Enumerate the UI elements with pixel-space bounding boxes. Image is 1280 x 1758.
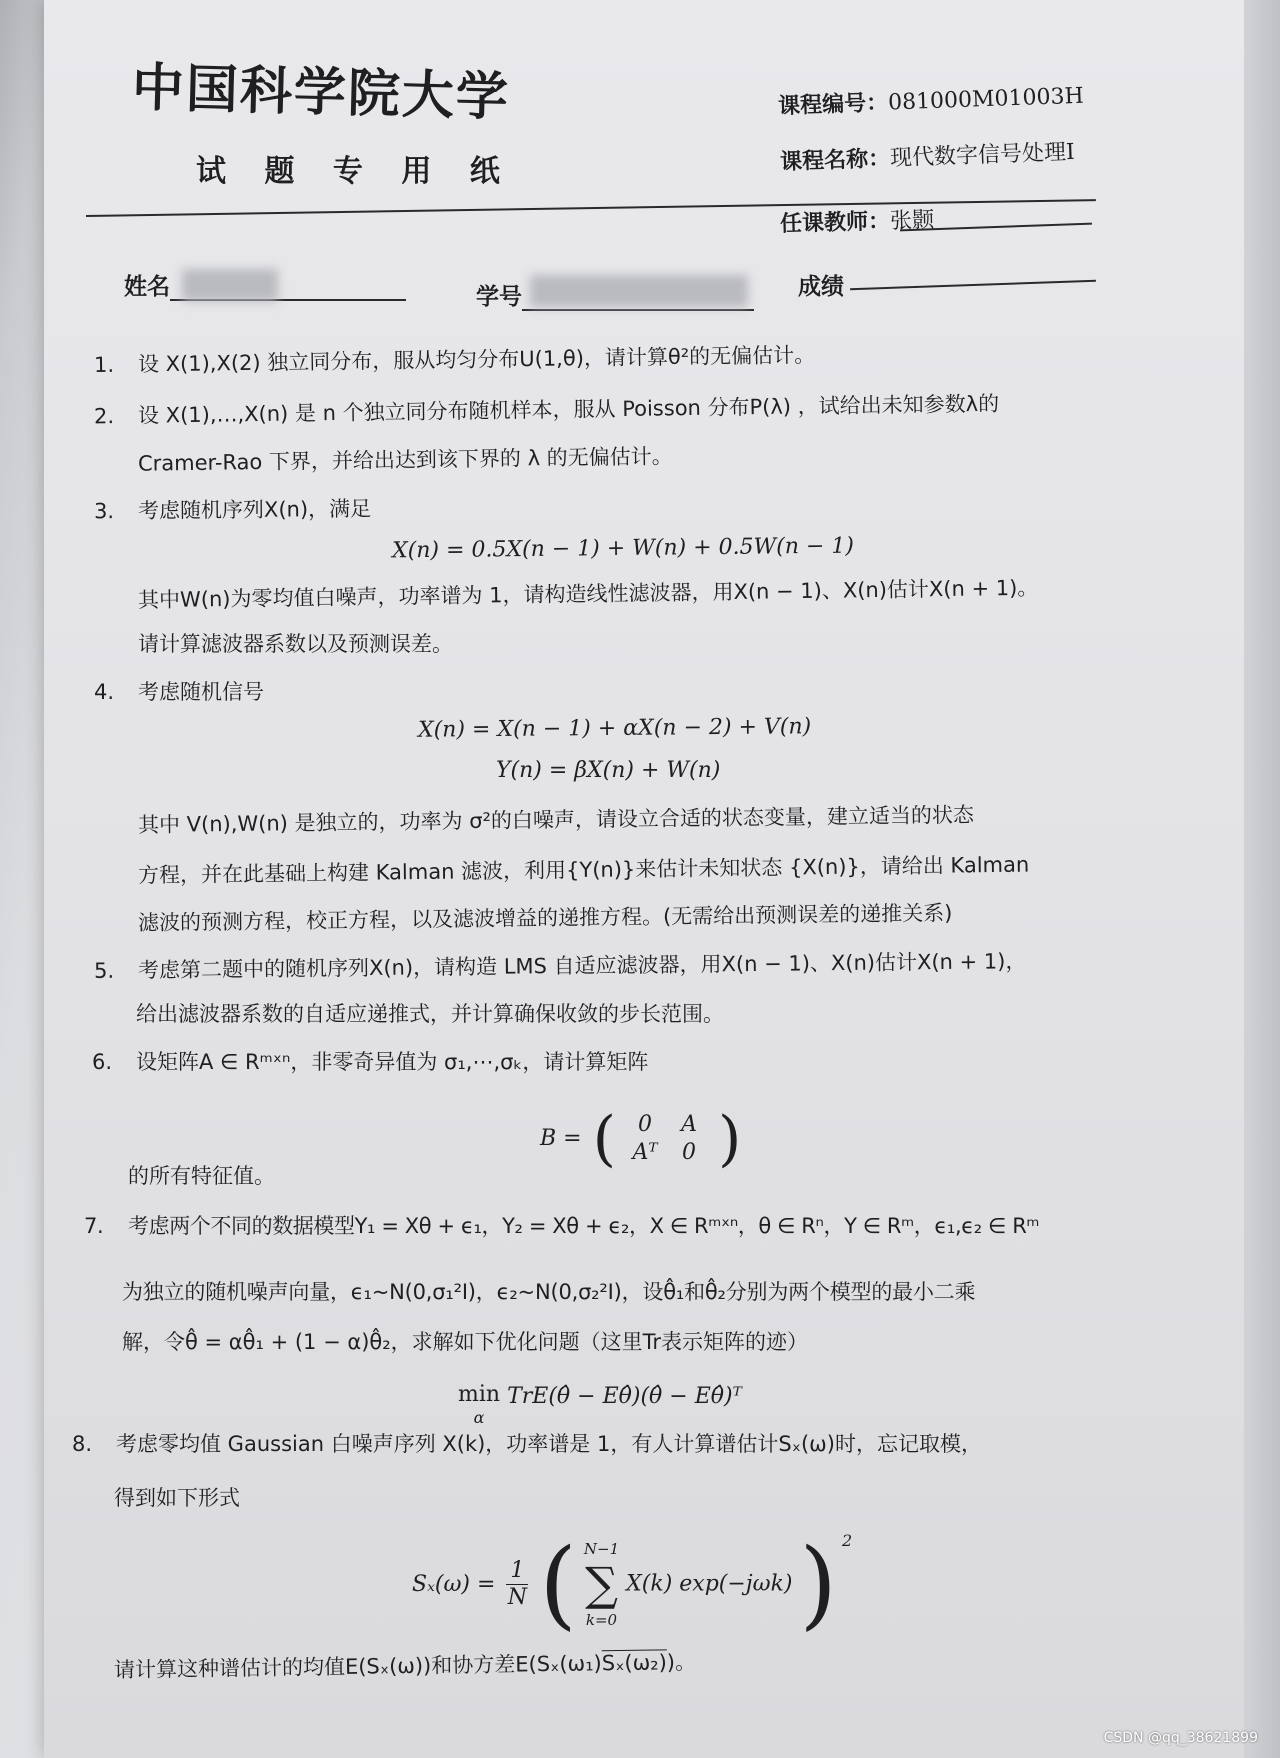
right-big-paren: ) [799, 1528, 837, 1640]
question-6-line2: 的所有特征值。 [128, 1164, 275, 1188]
question-3 [94, 495, 371, 525]
question-text: 设 X(1),…,X(n) 是 n 个独立同分布随机样本，服从 Poisson 分布P(λ) ，试给出未知参数λ的 [137, 391, 1000, 428]
matrix-cell-12: A [681, 1112, 697, 1137]
question-8-line2: 得到如下形式 [114, 1486, 240, 1510]
question-4-line2: 其中 V(n),W(n) 是独立的，功率为 σ²的白噪声，请设立合适的状态变量，建立适当的状态 [137, 802, 975, 838]
min-subscript: α [473, 1408, 485, 1427]
question-text: 设 X(1),X(2) 独立同分布，服从均匀分布U(1,θ)，请计算θ²的无偏估计。 [137, 342, 816, 377]
score-label: 成绩 [798, 274, 844, 300]
question-number: 4. [94, 680, 115, 704]
spectrum-formula [412, 1528, 854, 1658]
course-name-value: 现代数字信号处理I [889, 139, 1076, 172]
paper-edge [1244, 0, 1280, 1758]
matrix-lhs: B = [540, 1126, 582, 1151]
question-3-line3: 请计算滤波器系数以及预测误差。 [138, 632, 453, 656]
optimization-objective [458, 1384, 742, 1429]
min-operator: min [458, 1382, 501, 1407]
question-number: 2. [93, 404, 115, 429]
paper-type: 试 题 专 用 纸 [196, 154, 514, 189]
question-number: 7. [84, 1214, 104, 1238]
question-text: 考虑零均值 Gaussian 白噪声序列 X(k)，功率谱是 1，有人计算谱估计Sₓ(ω)时，忘记取模， [116, 1432, 982, 1456]
question-3-line2: 其中W(n)为零均值白噪声，功率谱为 1，请构造线性滤波器，用X(n − 1)、X(n)估计X(n + 1)。 [137, 575, 1039, 613]
question-number: 1. [93, 352, 115, 378]
question-text: 考虑随机序列X(n)，满足 [137, 496, 372, 523]
id-label: 学号 [476, 284, 522, 310]
question-text: 考虑两个不同的数据模型Y₁ = Xθ + ϵ₁，Y₂ = Xθ + ϵ₂，X ∈ Rᵐˣⁿ，θ ∈ Rⁿ，Y ∈ Rᵐ，ϵ₁,ϵ₂ ∈ Rᵐ [128, 1214, 1040, 1238]
question-number: 5. [93, 958, 115, 983]
question-text: 考虑随机信号 [138, 680, 264, 704]
id-blank [522, 287, 754, 311]
sum-lower-limit: k=0 [585, 1611, 618, 1629]
matrix-cell-11: 0 [638, 1112, 653, 1137]
equation-4a: X(n) = X(n − 1) + αX(n − 2) + V(n) [417, 714, 812, 743]
matrix-cell-22: 0 [682, 1140, 697, 1165]
school-title: 中国科学院大学 [131, 57, 511, 128]
matrix-right-paren: ) [718, 1104, 742, 1174]
fraction-numerator: 1 [510, 1557, 525, 1583]
question-4-line4: 滤波的预测方程，校正方程，以及滤波增益的递推方程。(无需给出预测误差的递推关系) [137, 901, 953, 935]
sum-upper-limit: N−1 [583, 1540, 620, 1558]
equation-4b: Y(n) = βX(n) + W(n) [496, 758, 721, 783]
name-label: 姓名 [124, 274, 170, 300]
formula-lhs: Sₓ(ω) = [412, 1571, 496, 1597]
question-7-line2: 为独立的随机噪声向量，ϵ₁~N(0,σ₁²I)，ϵ₂~N(0,σ₂²I)，设θ̂₁和θ̂₂分别为两个模型的最小二乘 [122, 1280, 976, 1304]
question-text: 设矩阵A ∈ Rᵐˣⁿ，非零奇异值为 σ₁,⋯,σₖ，请计算矩阵 [136, 1050, 649, 1074]
matrix-b [540, 1104, 741, 1174]
matrix-cell-21: Aᵀ [632, 1140, 658, 1165]
question-text-end: )。 [666, 1649, 697, 1675]
name-field [124, 268, 406, 301]
sum-symbol: ∑ [585, 1557, 618, 1611]
question-number: 6. [92, 1050, 113, 1074]
course-name-label: 课程名称： [779, 146, 891, 176]
question-7-line3: 解，令θ̂ = αθ̂₁ + (1 − α)θ̂₂，求解如下优化问题（这里Tr表示矩阵的迹） [122, 1330, 809, 1354]
question-8 [72, 1430, 982, 1458]
score-field [798, 268, 844, 301]
question-text: 考虑第二题中的随机序列X(n)，请构造 LMS 自适应滤波器，用X(n − 1)、X(n)估计X(n + 1)， [137, 949, 1027, 983]
objective-body: TrE(θ̂ − Eθ̂)(θ̂ − Eθ̂)ᵀ [507, 1384, 742, 1409]
teacher [780, 203, 935, 238]
exponent: 2 [841, 1531, 853, 1550]
student-id-field [476, 278, 754, 311]
question-number: 8. [72, 1432, 93, 1456]
question-4-line3: 方程，并在此基础上构建 Kalman 滤波，利用{Y(n)}来估计未知状态 {X(n)}，请给出 Kalman [137, 852, 1030, 888]
course-code-value: 081000M01003H [887, 83, 1085, 116]
teacher-value: 张颢 [889, 207, 935, 235]
question-5-line2: 给出滤波器系数的自适应递推式，并计算确保收敛的步长范围。 [136, 1002, 724, 1026]
matrix-left-paren: ( [592, 1104, 617, 1174]
name-redaction [182, 269, 278, 301]
question-text: 请计算这种谱估计的均值E(Sₓ(ω))和协方差E(Sₓ(ω₁) [113, 1651, 602, 1683]
question-2-continued: Cramer-Rao 下界，并给出达到该下界的 λ 的无偏估计。 [137, 444, 673, 476]
teacher-label: 任课教师： [779, 209, 891, 238]
fraction-denominator: N [507, 1584, 528, 1610]
question-number: 3. [93, 499, 115, 524]
course-code-label: 课程编号： [777, 90, 889, 120]
conjugate-term: Sₓ(ω₂) [601, 1650, 667, 1676]
id-redaction [530, 275, 748, 307]
question-7 [84, 1212, 1039, 1240]
sum-body: X(k) exp(−jωk) [626, 1571, 793, 1597]
question-6 [92, 1048, 648, 1076]
left-big-paren: ( [539, 1528, 577, 1640]
equation-3: X(n) = 0.5X(n − 1) + W(n) + 0.5W(n − 1) [391, 533, 855, 564]
watermark: CSDN @qq_38621899 [1103, 1730, 1258, 1746]
question-4 [94, 678, 264, 706]
name-blank [170, 277, 406, 301]
